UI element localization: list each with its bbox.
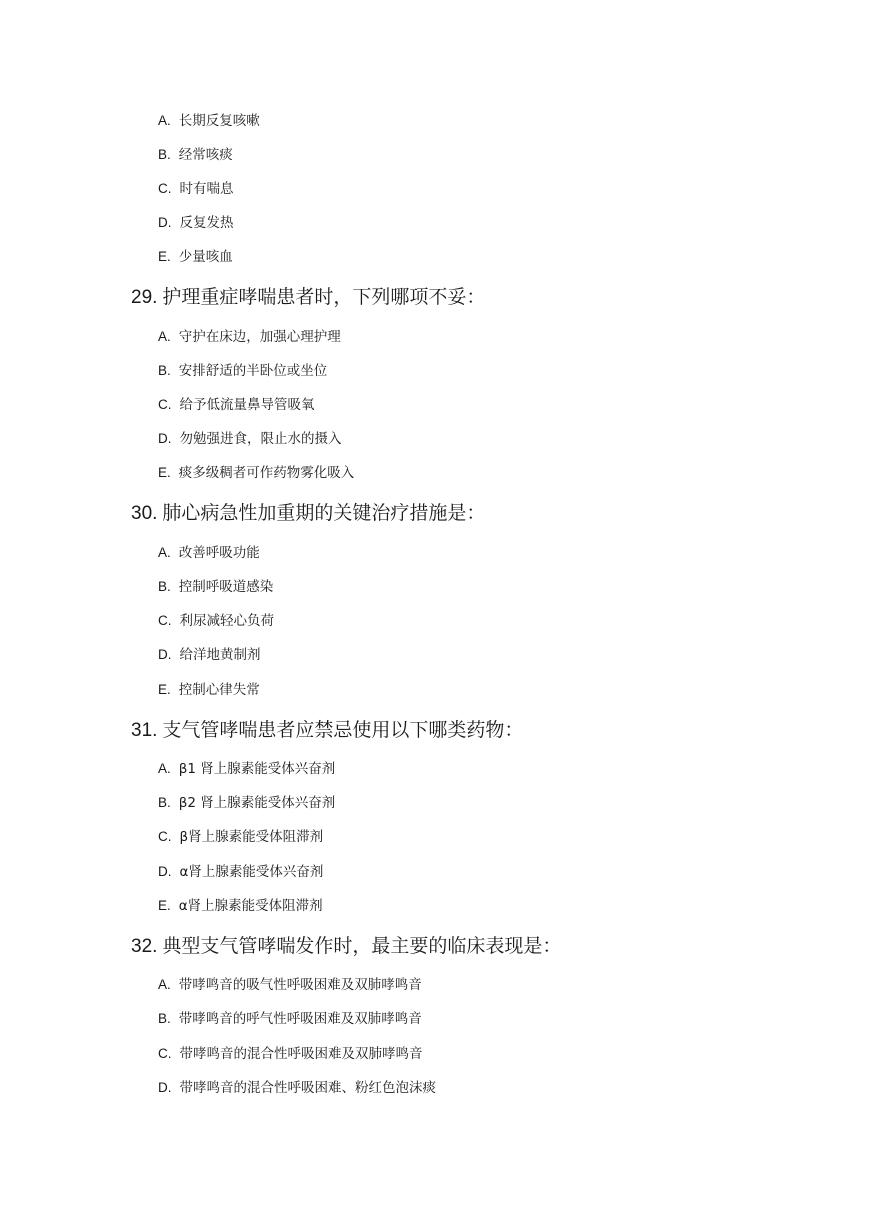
option-text: 反复发热 bbox=[179, 215, 234, 231]
option-letter: E. bbox=[158, 249, 171, 264]
question-31-option-c bbox=[158, 826, 323, 848]
question-number: 31. bbox=[131, 720, 158, 741]
question-number: 30. bbox=[131, 503, 158, 524]
option-text: 控制呼吸道感染 bbox=[178, 579, 274, 595]
option-letter: C. bbox=[158, 1046, 172, 1061]
option-text: 安排舒适的半卧位或坐位 bbox=[178, 363, 328, 379]
option-text: 勿勉强进食，限止水的摄入 bbox=[179, 431, 342, 447]
option-letter: A. bbox=[158, 329, 171, 344]
question-31-option-b bbox=[158, 792, 335, 814]
question-30-option-a bbox=[158, 542, 260, 564]
option-text: 带哮鸣音的吸气性呼吸困难及双肺哮鸣音 bbox=[178, 977, 422, 993]
question-30-option-b bbox=[158, 576, 273, 598]
option-text: 少量咳血 bbox=[178, 249, 233, 265]
question-text: 护理重症哮喘患者时，下列哪项不妥： bbox=[162, 286, 486, 308]
option-letter: B. bbox=[158, 579, 171, 594]
option-letter: A. bbox=[158, 113, 171, 128]
question-29-option-d bbox=[158, 428, 342, 450]
option-letter: D. bbox=[158, 1080, 172, 1095]
option-text: 带哮鸣音的混合性呼吸困难、粉红色泡沫痰 bbox=[179, 1080, 436, 1096]
option-text: 守护在床边，加强心理护理 bbox=[178, 329, 341, 345]
question-text: 典型支气管哮喘发作时，最主要的临床表现是： bbox=[162, 935, 562, 957]
question-29-option-e bbox=[158, 462, 354, 484]
option-text: α肾上腺素能受体阻滞剂 bbox=[178, 898, 323, 914]
question-29-heading bbox=[131, 282, 485, 312]
option-letter: A. bbox=[158, 977, 171, 992]
question-29-option-b bbox=[158, 360, 327, 382]
prev-option-a bbox=[158, 110, 260, 132]
option-letter: C. bbox=[158, 613, 172, 628]
option-text: 经常咳痰 bbox=[178, 147, 233, 163]
option-text: 痰多级稠者可作药物雾化吸入 bbox=[178, 465, 355, 481]
question-31-option-e bbox=[158, 895, 323, 917]
option-text: β肾上腺素能受体阻滞剂 bbox=[179, 829, 324, 845]
option-letter: D. bbox=[158, 431, 172, 446]
option-letter: D. bbox=[158, 647, 172, 662]
question-32-heading bbox=[131, 931, 561, 961]
option-letter: A. bbox=[158, 761, 171, 776]
question-29-option-c bbox=[158, 394, 315, 416]
option-text: β1 肾上腺素能受体兴奋剂 bbox=[178, 761, 336, 777]
option-text: 改善呼吸功能 bbox=[178, 545, 260, 561]
question-number: 29. bbox=[131, 287, 158, 308]
question-31-heading bbox=[131, 715, 523, 745]
option-text: 控制心律失常 bbox=[178, 682, 260, 698]
option-letter: C. bbox=[158, 397, 172, 412]
question-30-option-e bbox=[158, 679, 260, 701]
question-text: 支气管哮喘患者应禁忌使用以下哪类药物： bbox=[162, 719, 524, 741]
option-text: 时有喘息 bbox=[179, 181, 234, 197]
option-letter: C. bbox=[158, 829, 172, 844]
question-32-option-a bbox=[158, 974, 422, 996]
option-letter: D. bbox=[158, 215, 172, 230]
prev-option-c bbox=[158, 178, 234, 200]
prev-option-b bbox=[158, 144, 233, 166]
option-letter: C. bbox=[158, 181, 172, 196]
option-text: 长期反复咳嗽 bbox=[178, 113, 260, 129]
option-letter: E. bbox=[158, 898, 171, 913]
option-letter: B. bbox=[158, 1011, 171, 1026]
option-text: 带哮鸣音的呼气性呼吸困难及双肺哮鸣音 bbox=[178, 1011, 422, 1027]
option-text: 带哮鸣音的混合性呼吸困难及双肺哮鸣音 bbox=[179, 1046, 423, 1062]
question-30-heading bbox=[131, 498, 485, 528]
prev-option-d bbox=[158, 212, 234, 234]
option-letter: A. bbox=[158, 545, 171, 560]
option-text: 利尿减轻心负荷 bbox=[179, 613, 274, 629]
question-30-option-d bbox=[158, 644, 261, 666]
option-text: 给予低流量鼻导管吸氧 bbox=[179, 397, 315, 413]
question-32-option-b bbox=[158, 1008, 422, 1030]
question-text: 肺心病急性加重期的关键治疗措施是： bbox=[162, 502, 486, 524]
option-letter: E. bbox=[158, 465, 171, 480]
question-29-option-a bbox=[158, 326, 341, 348]
question-32-option-c bbox=[158, 1043, 423, 1065]
question-32-option-d bbox=[158, 1077, 436, 1099]
option-letter: E. bbox=[158, 682, 171, 697]
question-31-option-d bbox=[158, 861, 323, 883]
option-letter: B. bbox=[158, 363, 171, 378]
option-letter: B. bbox=[158, 795, 171, 810]
prev-option-e bbox=[158, 246, 233, 268]
option-text: α肾上腺素能受体兴奋剂 bbox=[179, 864, 324, 880]
question-30-option-c bbox=[158, 610, 274, 632]
question-number: 32. bbox=[131, 936, 158, 957]
option-text: β2 肾上腺素能受体兴奋剂 bbox=[178, 795, 336, 811]
question-31-option-a bbox=[158, 758, 335, 780]
option-letter: B. bbox=[158, 147, 171, 162]
option-letter: D. bbox=[158, 864, 172, 879]
option-text: 给洋地黄制剂 bbox=[179, 647, 261, 663]
